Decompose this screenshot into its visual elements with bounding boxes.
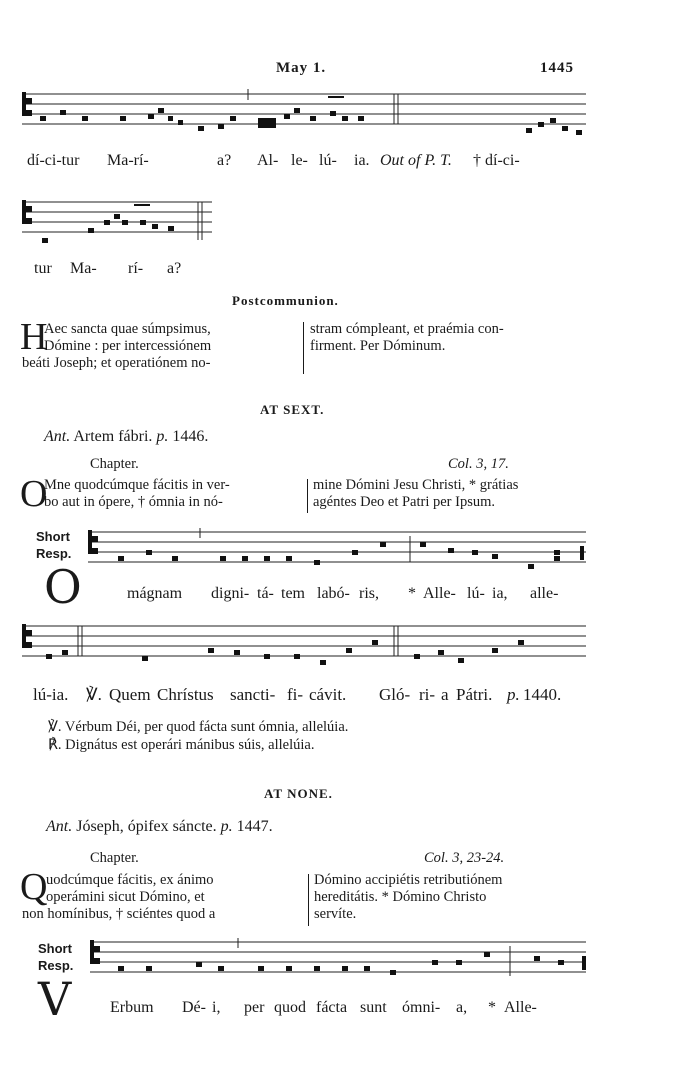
text-line: uodcúmque fácitis, ex ánimo bbox=[46, 872, 214, 888]
syllable: tá- bbox=[257, 585, 274, 602]
versicle-text: Vérbum Déi, per quod fácta sunt ómnia, allelúia. bbox=[64, 719, 349, 735]
short-resp-label bbox=[36, 528, 71, 562]
syllable: Ma- bbox=[70, 260, 97, 277]
none-chapter-left-last: non homínibus, † sciéntes quod a bbox=[22, 906, 216, 922]
resp-initial: V bbox=[38, 972, 72, 1026]
syllable: fi- bbox=[287, 685, 304, 704]
label-line: Resp. bbox=[36, 546, 72, 561]
ant-label: Ant. bbox=[44, 428, 71, 445]
syllable: Ma-rí- bbox=[107, 152, 149, 169]
syllable: ia. bbox=[354, 152, 370, 169]
syllable: Dé- bbox=[182, 999, 206, 1016]
syllable: ℣. bbox=[86, 685, 102, 704]
label-line: Short bbox=[38, 941, 72, 956]
syllable: sancti- bbox=[230, 685, 276, 704]
syllable: * bbox=[408, 585, 416, 602]
syllable: sunt bbox=[360, 999, 387, 1016]
syllable: ómni- bbox=[402, 999, 441, 1016]
postcommunion-right bbox=[310, 321, 504, 355]
syllable: digni- bbox=[211, 585, 250, 602]
text-line: Mne quodcúmque fácitis in ver- bbox=[44, 477, 230, 493]
resp-initial: O bbox=[44, 560, 82, 614]
postcommunion-left bbox=[44, 321, 211, 355]
short-resp-label bbox=[38, 940, 73, 974]
response bbox=[48, 737, 314, 754]
text-line: firment. Per Dóminum. bbox=[310, 338, 446, 354]
sext-chapter-initial: O bbox=[20, 473, 48, 515]
none-chapter-ref: Col. 3, 23-24. bbox=[424, 850, 505, 866]
syllable: tur bbox=[34, 260, 52, 277]
chant-staff-5 bbox=[90, 936, 586, 988]
text-line: bo aut in ópere, † ómnia in nó- bbox=[44, 494, 223, 510]
sext-chapter-ref: Col. 3, 17. bbox=[448, 456, 509, 472]
syllable: per bbox=[244, 999, 265, 1016]
versicle bbox=[48, 719, 348, 736]
syllable: Erbum bbox=[110, 999, 154, 1016]
chant-staff-1 bbox=[22, 86, 586, 144]
syllable: ris, bbox=[359, 585, 379, 602]
response-mark: ℟. bbox=[48, 737, 62, 753]
none-heading: AT NONE. bbox=[264, 786, 333, 801]
syllable: rí- bbox=[128, 260, 144, 277]
syllable: 1440. bbox=[523, 685, 562, 704]
syllable: ia, bbox=[492, 585, 508, 602]
syllable: lú- bbox=[467, 585, 485, 602]
syllable: dí-ci-tur bbox=[27, 152, 80, 169]
syllable: Chrístus bbox=[157, 685, 214, 704]
text-line: agéntes Deo et Patri per Ipsum. bbox=[313, 494, 496, 510]
none-chapter-initial: Q bbox=[20, 866, 48, 908]
syllable: lú-ia. bbox=[33, 685, 69, 704]
none-chapter-right bbox=[314, 872, 502, 923]
label-line: Short bbox=[36, 529, 70, 544]
sext-chapter-label: Chapter. bbox=[90, 456, 139, 472]
response-text: Dignátus est operári mánibus súis, allelúia. bbox=[65, 737, 315, 753]
text-line: servíte. bbox=[314, 906, 357, 922]
ant-page-label: p. bbox=[156, 428, 169, 445]
syllable: i, bbox=[212, 999, 221, 1016]
ant-page: 1446. bbox=[172, 428, 209, 445]
sext-antiphon bbox=[44, 428, 208, 445]
syllable: quod bbox=[274, 999, 306, 1016]
none-chapter-left bbox=[46, 872, 214, 906]
syllable: Alle- bbox=[504, 999, 537, 1016]
text-line: Dómine : per intercessiónem bbox=[44, 338, 212, 354]
text-line: Dómino accipiétis retributiónem bbox=[314, 872, 503, 888]
rubric: Out of P. T. bbox=[380, 152, 452, 169]
syllable: Alle- bbox=[423, 585, 456, 602]
postcommunion-left-last: beáti Joseph; et operatiónem no- bbox=[22, 355, 211, 371]
ant-page-label: p. bbox=[220, 818, 233, 835]
chant-staff-2 bbox=[22, 196, 212, 248]
syllable: cávit. bbox=[309, 685, 347, 704]
chant-staff-4 bbox=[22, 620, 586, 670]
postcommunion-heading: Postcommunion. bbox=[232, 293, 339, 308]
syllable: labó- bbox=[317, 585, 350, 602]
text-line: mine Dómini Jesu Christi, * grátias bbox=[313, 477, 519, 493]
syllable: le- bbox=[291, 152, 308, 169]
sext-heading: AT SEXT. bbox=[260, 402, 325, 417]
syllable: * bbox=[488, 999, 496, 1016]
page-number: 1445 bbox=[540, 60, 574, 76]
none-chapter-label: Chapter. bbox=[90, 850, 139, 866]
running-title: May 1. bbox=[276, 60, 327, 76]
text-line: operámini sicut Dómino, et bbox=[46, 889, 205, 905]
syllable: a, bbox=[456, 999, 468, 1016]
syllable: a bbox=[441, 685, 449, 704]
text-line: Aec sancta quae súmpsimus, bbox=[44, 321, 211, 337]
syllable: fácta bbox=[316, 999, 348, 1016]
label-line: Resp. bbox=[38, 958, 74, 973]
ant-text: Artem fábri. bbox=[73, 428, 153, 445]
syllable: alle- bbox=[530, 585, 559, 602]
ant-label: Ant. bbox=[46, 818, 73, 835]
syllable: Gló- bbox=[379, 685, 411, 704]
syllable: a? bbox=[167, 260, 182, 277]
none-antiphon bbox=[46, 818, 273, 835]
column-divider bbox=[303, 322, 304, 374]
ant-text: Jóseph, ópifex sáncte. bbox=[76, 818, 217, 835]
sext-chapter-right bbox=[313, 477, 518, 511]
syllable: † dí-ci- bbox=[473, 152, 520, 169]
syllable: Al- bbox=[257, 152, 279, 169]
column-divider bbox=[308, 874, 309, 926]
sext-chapter-left bbox=[44, 477, 230, 511]
syllable: p. bbox=[507, 685, 520, 704]
syllable: ri- bbox=[419, 685, 436, 704]
text-line: stram cómpleant, et praémia con- bbox=[310, 321, 504, 337]
syllable: tem bbox=[281, 585, 305, 602]
text-line: hereditátis. * Dómino Christo bbox=[314, 889, 487, 905]
syllable: Quem bbox=[109, 685, 151, 704]
versicle-mark: ℣. bbox=[48, 719, 62, 735]
syllable: mágnam bbox=[127, 585, 183, 602]
postcommunion-initial: H bbox=[20, 316, 48, 358]
syllable: Pátri. bbox=[456, 685, 493, 704]
column-divider bbox=[307, 479, 308, 513]
chant-staff-3 bbox=[88, 526, 586, 576]
syllable: a? bbox=[217, 152, 232, 169]
ant-page: 1447. bbox=[236, 818, 273, 835]
syllable: lú- bbox=[319, 152, 337, 169]
